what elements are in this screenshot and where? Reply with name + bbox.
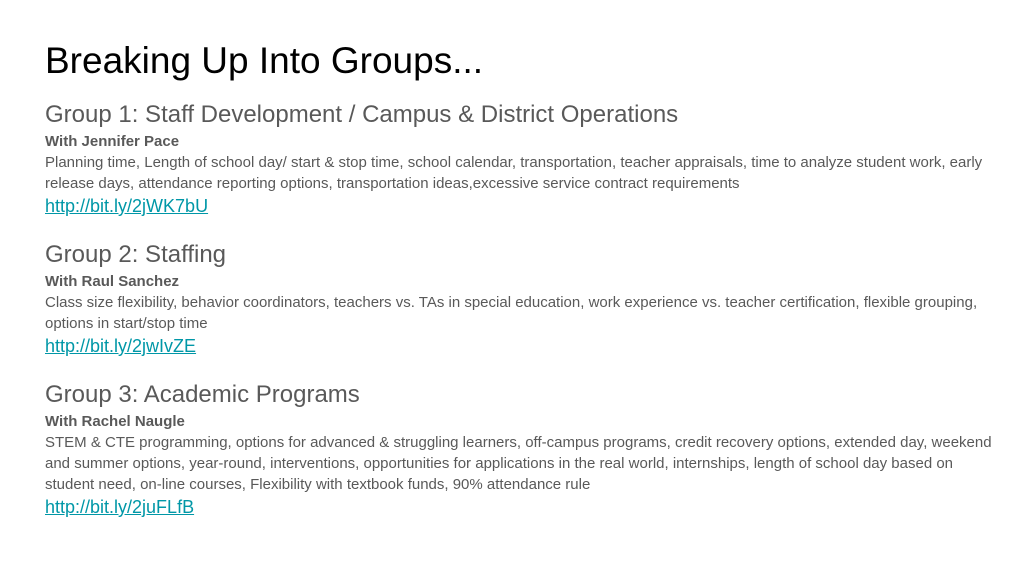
group-3-heading: Group 3: Academic Programs [45,381,360,408]
group-3-description: STEM & CTE programming, options for advanced & struggling learners, off-campus programs, credit recovery options, extended day, weekend and summer options, year-round, interventions, opportunities for applications in the real world, internships, length of school day based on student need, on-line courses, Flexibility with textbook funds, 90% attendance rule [45,434,992,493]
group-3 [45,378,995,519]
group-2-link[interactable]: http://bit.ly/2jwIvZE [45,336,197,356]
group-2 [45,238,995,358]
group-2-description: Class size flexibility, behavior coordinators, teachers vs. TAs in special education, work experience vs. teacher certification, flexible grouping, options in start/stop time [45,294,978,332]
group-1-facilitator: With Jennifer Pace [45,133,180,150]
slide-content [45,98,995,519]
group-2-heading: Group 2: Staffing [45,241,227,268]
group-3-link[interactable]: http://bit.ly/2juFLfB [45,497,195,517]
group-2-facilitator: With Raul Sanchez [45,273,180,290]
group-1-link[interactable]: http://bit.ly/2jWK7bU [45,196,209,216]
group-1-heading: Group 1: Staff Development / Campus & District Operations [45,101,679,128]
group-3-facilitator: With Rachel Naugle [45,413,185,430]
slide-title: Breaking Up Into Groups... [45,40,484,81]
group-1 [45,98,995,218]
group-1-description: Planning time, Length of school day/ start & stop time, school calendar, transportation, teacher appraisals, time to analyze student work, early release days, attendance reporting options, transportation ideas,excessive service contract requirements [45,154,983,192]
